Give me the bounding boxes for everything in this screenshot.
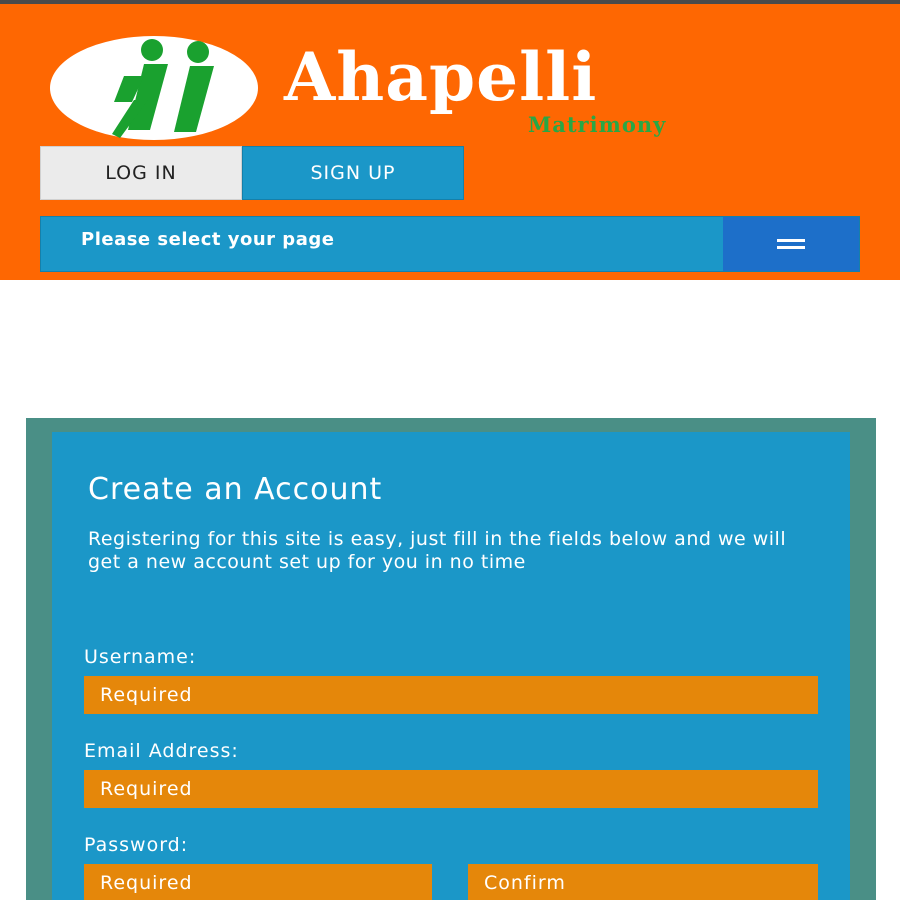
username-input[interactable] — [84, 676, 818, 714]
login-tab-button[interactable]: LOG IN — [40, 146, 242, 200]
brand-name: Ahapelli — [284, 38, 598, 116]
username-label: Username: — [84, 646, 197, 668]
email-input[interactable] — [84, 770, 818, 808]
brand-logo-icon[interactable] — [48, 34, 260, 142]
hamburger-icon — [777, 238, 805, 250]
password-input[interactable] — [84, 864, 432, 900]
form-description: Registering for this site is easy, just fill in the fields below and we will get a new account set up for you in no time — [88, 528, 787, 573]
signup-tab-button[interactable]: SIGN UP — [242, 146, 464, 200]
form-title: Create an Account — [88, 472, 383, 507]
confirm-password-input[interactable] — [468, 864, 818, 900]
page-select-label: Please select your page — [81, 229, 335, 250]
password-label: Password: — [84, 834, 189, 856]
page-select-nav[interactable] — [40, 216, 860, 272]
brand-subtitle: Matrimony — [528, 112, 667, 137]
email-label: Email Address: — [84, 740, 239, 762]
menu-toggle-button[interactable] — [723, 217, 859, 271]
site-header — [0, 0, 900, 280]
